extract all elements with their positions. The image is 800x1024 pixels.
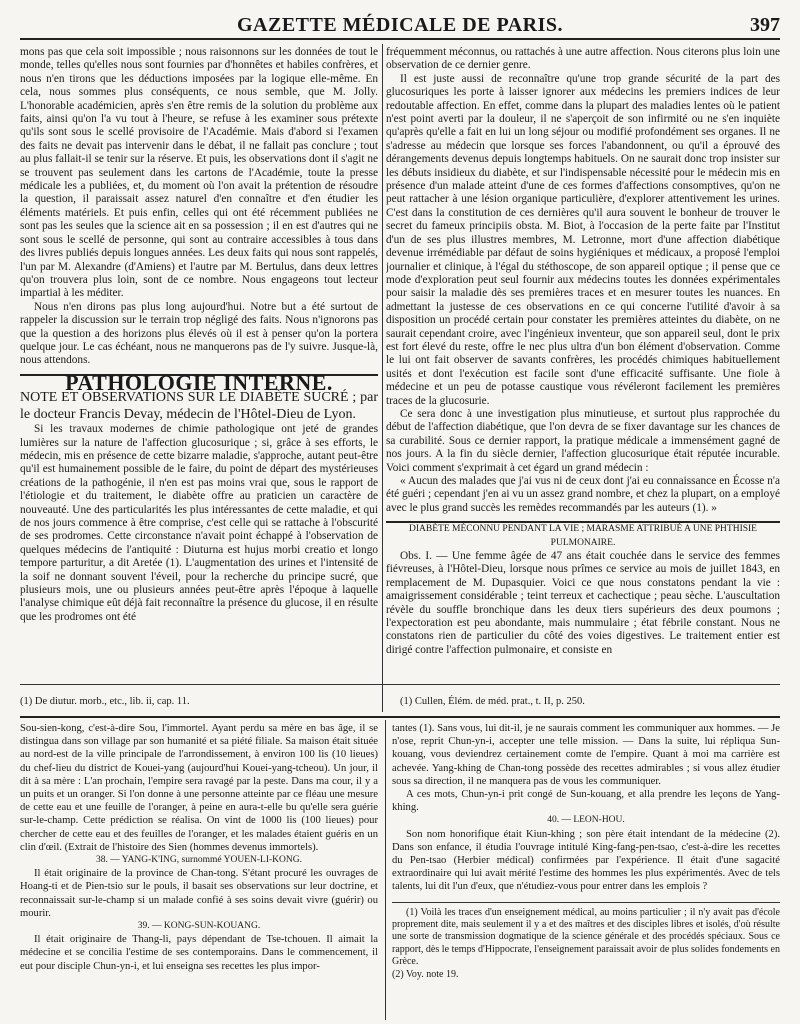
footnote-left: (1) De diutur. morb., etc., lib. ii, cap. 11. [20, 696, 190, 707]
right-column-top [386, 46, 780, 682]
footnote-right: (1) Cullen, Élém. de méd. prat., t. II, p. 250. [400, 696, 585, 707]
bottom-right-column [392, 722, 780, 1020]
column-divider-bottom [385, 720, 386, 1020]
paragraph: Nous n'en dirons pas plus long aujourd'hui. Notre but a été surtout de rappeler la discussion sur le terrain trop négligé des faits. Nous n'ignorons pas que la question a des horizons plus élevés où il est à penser qu'on la portera quelque jour. Le cas échéant, nous ne manquerons pas de l'y suivre. Jusque-là, nous attendons. [20, 300, 378, 367]
paragraph: Si les travaux modernes de chimie pathologique ont jeté de grandes lumières sur la nature de l'affection glucosurique ; si, grâce à ses efforts, le médecin, mis en présence de cette bizarre maladie, s'approche, autant peut-être qu'il est humainement possible de le faire, du point de départ des mystérieuses créations de la pathogénie, il n'en est pas moins vrai que, sous le rapport de l'étiologie et du traitement, le diabète offre au praticien un caractère de nouveauté. Une des particularités les plus intéressantes de cette maladie, et qui de nos jours commence à être comprise, c'est celle qui se rattache à l'obscurité de ses prodromes. Cette circonstance n'avait point échappé à l'observation de quelques médecins de l'antiquité : Diuturna est hujus morbi creatio et longo tempore parturitur, a dit Aretée (1). L'augmentation des urines et l'intensité de la soif ne donnant souvent l'éveil, pour la recherche du principe sucré, que plusieurs mois, une ou plusieurs années peut-être après l'époque à laquelle l'analyse chimique eût déjà fait reconnaître la présence du glucose, il en résulte que les prodromes ont été [20, 423, 378, 623]
paragraph: Ce sera donc à une investigation plus minutieuse, et surtout plus rapprochée du début de l'affection diabétique, que l'on devra de se fixer davantage sur les chances de sa curabilité. Sous ce dernier rapport, la pratique médicale a immensément gagné de nos jours. A la fin du siècle dernier, l'affection glucosurique était réputée incurable. Voici comment s'exprimait à cet égard un grand médecin : [386, 407, 780, 474]
section-separator [20, 716, 780, 718]
footnote-rule-bottom [392, 902, 780, 903]
paragraph: Il est juste aussi de reconnaître qu'une trop grande sécurité de la part des glucosuriques les porte à laisser ignorer aux médecins les premiers indices de leur redoutable affection. En effet, comme dans la plupart des maladies lentes où le patient n'est point averti par la douleur, il ne s'aperçoit de son infirmité ou ne s'en inquiète qu'après qu'elle a fait en lui un long séjour ou modifié profondément ses organes. Il ne s'adresse au médecin que lorsque ses forces l'abandonnent, ou qu'il a éprouvé des dérangements devenus depuis longtemps habituels. On ne saurait donc trop insister sur les débuts insidieux du diabète, et sur l'indispensable nécessité pour le médecin mis en présence d'un malade atteint d'une de ces formes d'affections consomptives, qu'on ne peut rattacher à une lésion organique particulière, d'explorer attentivement les urines. C'est dans la constitution de ces dernières qu'il aura souvent le bonheur de trouver le secret du fameux principiis obsta. M. Biot, à l'occasion de la perte faite par l'Institut d'un de ses plus illustres membres, M. Letronne, mort d'une affection diabétique devenue irrémédiable par défaut de soins hygiéniques et médicaux, a proposé l'emploi journalier et clinique, à l'égal du stéthoscope, de son appareil optique ; il pense que ce mode d'exploration peut seul fournir aux médecins toutes les données expérimentales pour saisir la maladie dès ses premières traces et en mesurer toutes les nuances. En admettant la justesse de ces observations en ce qui concerne l'utilité d'avoir à sa disposition un procédé certain pour constater les premières atteintes du diabète, on ne saurait cependant croire, avec l'ingénieux inventeur, que son appareil seul, dont le prix est fort élevé du reste, offre le nec plus ultra d'un bon élément d'observation. Comme le lui ont fait observer de savants confrères, les procédés chimiques habituellement usités et dont l'exécution est facile sont d'une efficacité suffisante. Une fiole à médecine et un peu de potasse caustique vous révéleront facilement les premières traces de la glucosurie. [386, 72, 780, 407]
paragraph: fréquemment méconnus, ou rattachés à une autre affection. Nous citerons plus loin une observation de ce dernier genre. [386, 46, 780, 72]
journal-title: GAZETTE MÉDICALE DE PARIS. [236, 14, 564, 36]
entry-heading-39: 39. — KONG-SUN-KOUANG. [137, 921, 261, 932]
paragraph: mons pas que cela soit impossible ; nous raisonnons sur les données de tout le monde, telles qu'elles nous sont fournies par d'honnêtes et habiles confrères, et nous n'en tirons que les déductions imposées par la logique elle-même. En cela, nous sommes plus conséquents, ce nous semble, que M. Jolly. L'honorable académicien, après s'en être remis de la solution du problème aux faits, ainsi qu'on l'a vu tout à l'heure, se refuse à les examiner sous prétexte qu'ils sont sous le scellé provisoire de l'Académie. Mais d'abord si l'examen des faits ne devait pas intervenir dans le débat, il ne fallait pas conclure ; tout au plus fallait-il se tenir sur la réserve. Et puis, les observations dont il s'agit ne se trouvent pas seulement dans les cartons de l'Académie, toute la presse médicale les a publiées, et, du moment où l'on avait la prétention de résoudre la question, il paraissait assez naturel d'en connaître et d'en étudier les éléments matériels. Et puis enfin, celles qui ont été récemment publiées ne sont pas les seules que la science ait en sa possession ; il en est d'autres qui ne sont sous le scellé de personne, qui sont au contraire accessibles à tous dans des livres publiés depuis longues années. Les deux faits qui nous sont rappelés, l'un par M. Alexandre (d'Amiens) et l'autre par M. Bertulus, dans deux lettres qu'on trouvera plus loin, sont de ce nombre. Nous engageons tout lecteur impartial à les méditer. [20, 46, 378, 300]
column-divider [382, 44, 383, 712]
article-title: NOTE ET OBSERVATIONS SUR LE DIABÈTE SUCRÉ ; par le docteur Francis Devay, médecin de l'Hôtel-Dieu de Lyon. [20, 390, 378, 423]
paragraph: A ces mots, Chun-yn-i prit congé de Sun-kouang, et alla prendre les leçons de Yang-khing. [392, 789, 780, 814]
page-header [20, 0, 780, 40]
observation-heading: DIABÈTE MÉCONNU PENDANT LA VIE ; MARASME ATTRIBUÉ A UNE PHTHISIE PULMONAIRE. [409, 524, 757, 548]
left-column-top [20, 46, 378, 682]
bottom-left-column [20, 722, 378, 1020]
entry-heading-38: 38. — YANG-K'ING, surnommé YOUEN-LI-KONG. [95, 855, 303, 866]
quotation: « Aucun des malades que j'ai vus ni de ceux dont j'ai eu connaissance en Écosse n'a été guéri ; cependant j'en ai vu un assez grand nombre, et chez la plupart, on a employé avec le plus grand succès les remèdes recommandés par les auteurs (1). » [386, 475, 780, 514]
footnote: (1) Voilà les traces d'un enseignement médical, au moins particulier ; il n'y avait pas d'école proprement dite, mais seulement il y a et des maîtres et des disciples libres et isolés, d'où résulte une sorte de transmission dogmatique de la science générale et des procédés spéciaux. Sous ce rapport, dès le temps d'Hippocrate, l'enseignement paraissait avoir de plus solides fondements en Grèce. [392, 906, 780, 968]
paragraph: Obs. I. — Une femme âgée de 47 ans était couchée dans le service des femmes fiévreuses, à l'Hôtel-Dieu, lorsque nous prîmes ce service au mois de juillet 1843, en remplacement de M. Dupasquier. Voici ce que nous constatons pendant la vie : amaigrissement considérable ; teint terreux et cachectique ; peau sèche. L'auscultation révèle du souffle bronchique dans les deux tiers supérieurs des deux poumons ; l'expectoration est peu abondante, mais nummulaire ; état fébrile constant. Nous ne constatons rien de particulier du côté des voies digestives. Le traitement entier est dirigé contre l'affection pulmonaire, et consiste en [386, 550, 780, 656]
page-number: 397 [750, 14, 780, 36]
paragraph: Son nom honorifique était Kiun-khing ; son père était intendant de la médecine (2). Dans son enfance, il étudia l'ouvrage intitulé King-fang-pen-tsao, c'est-à-dire les recettes du Pen-tsao (Herbier médical) confirmées par l'expérience. Il était d'une sagacité extraordinaire qui lui avait mérité l'estime des hommes les plus expérimentés. Avec de tels talents, lui dit l'un d'eux, que n'étudiez-vous pour entrer dans les emplois ? [392, 828, 780, 893]
entry-heading-40: 40. — LEON-HOU. [547, 815, 625, 826]
section-heading: PATHOLOGIE INTERNE. [65, 369, 333, 395]
paragraph: tantes (1). Sans vous, lui dit-il, je ne saurais comment les communiquer aux hommes. — Je n'ose, reprit Chun-yn-i, accepter une telle mission. — Dans la suite, lui répliqua Sun-kouang, vous deviendrez certainement comte de l'empire. Quant à moi ma carrière est achevée. Yang-khing de Chan-tong possède des recettes admirables ; si vous allez étudier sous sa direction, il ne manquera pas de vous les communiquer. [392, 723, 780, 787]
paragraph: Sou-sien-kong, c'est-à-dire Sou, l'immortel. Ayant perdu sa mère en bas âge, il se distingua dans son village par son humanité et sa piété filiale. Sa maison était située au nord-est de la ville principale de l'arrondissement, à environ 100 lis (10 lieues) du chef-lieu du district de Kouei-yang (aujourd'hui Kouei-yang-tcheou). Un jour, il dit à sa mère : L'an prochain, l'empire sera ravagé par la peste. Dans ma cour, il y a un puits et un oranger. Si l'on donne à une personne atteinte par ce fléau une mesure de cette eau et une feuille de l'oranger, à peine en aura-t-elle bu qu'elle sera guérie sur-le-champ. Cette prédiction se réalisa. On vint de 1000 lis (100 lieues) pour chercher de cette eau et des feuilles de l'oranger, et les malades étaient guéris en un clin d'œil. (Extrait de l'histoire des Sien (hommes devenus immortels). [20, 723, 378, 853]
footnote-rule [20, 684, 780, 685]
footnote: (2) Voy. note 19. [392, 968, 459, 980]
paragraph: Il était originaire de Thang-li, pays dépendant de Tse-tchouen. Il aimait la médecine et se concilia l'estime de ses contemporains. Dans le commencement, il eut pour disciple Chun-yn-i, et lui enseigna ses recettes les plus impor- [20, 934, 378, 972]
paragraph: Il était originaire de la province de Chan-tong. S'étant procuré les ouvrages de Hoang-ti et de Pien-tsio sur le pouls, il basait ses observations sur leur doctrine, et reconnaissait sur-le-champ si un malade confié à ses soins devait vivre (guérir) ou mourir. [20, 868, 378, 919]
